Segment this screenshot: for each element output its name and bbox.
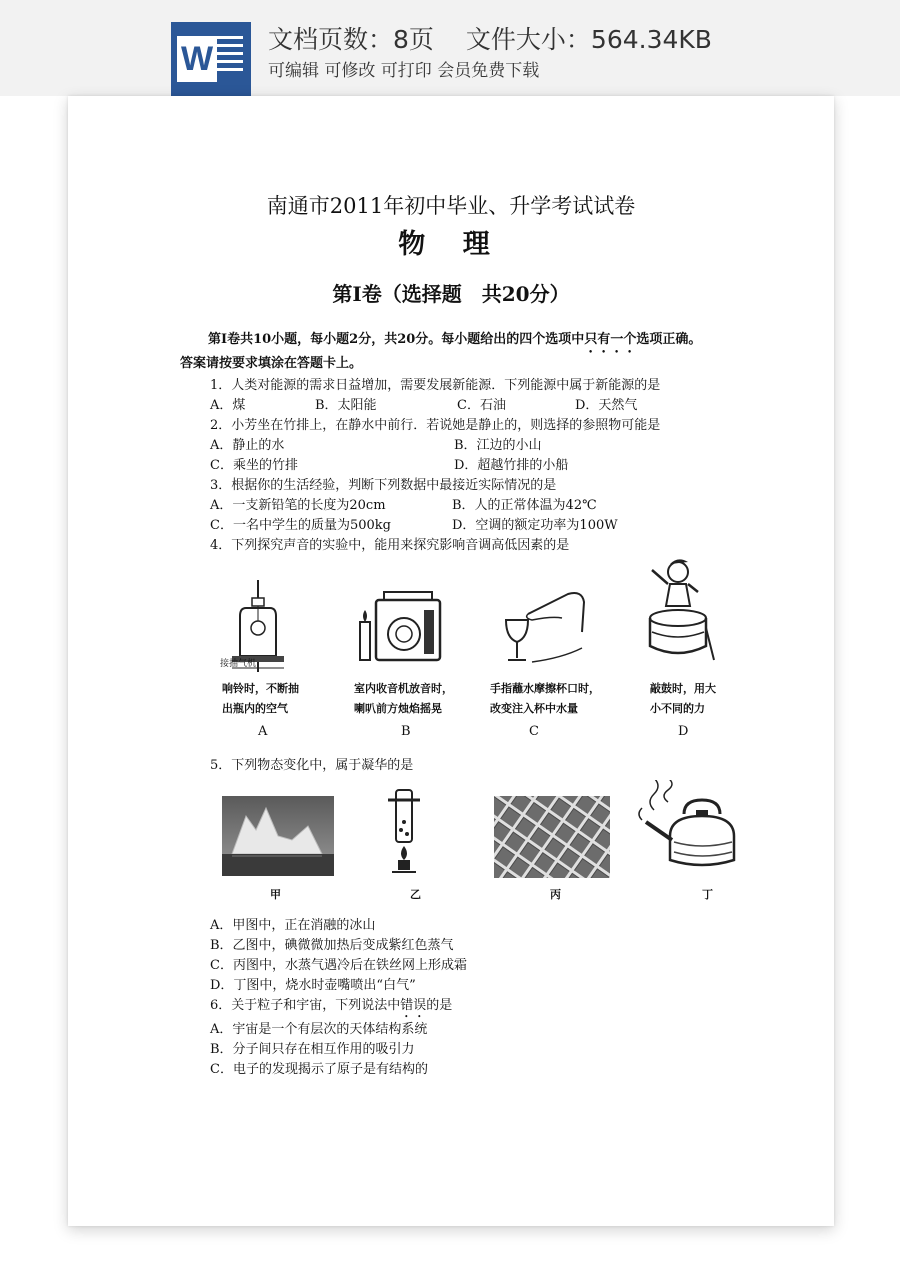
q1-option-c: C．石油 (457, 398, 506, 413)
document-page (68, 96, 834, 1226)
q4-label-d: D (678, 724, 689, 739)
file-features: 可编辑 可修改 可打印 会员免费下载 (268, 61, 540, 81)
q6-option-a: A．宇宙是一个有层次的天体结构系统 (210, 1022, 428, 1037)
q1-option-d: D．天然气 (575, 398, 638, 413)
q4-caption-a-2: 出瓶内的空气 (222, 702, 288, 715)
q5-label-bing: 丙 (550, 888, 561, 901)
q3-option-a: A．一支新铅笔的长度为20cm (210, 498, 386, 513)
pump-tag: 接抽气机 (220, 659, 257, 669)
file-meta (268, 20, 712, 56)
q4-label-c: C (529, 724, 539, 739)
q5-label-ding: 丁 (702, 888, 713, 901)
q3-option-d: D．空调的额定功率为100W (452, 518, 618, 533)
subject-title: 物 理 (398, 229, 504, 260)
word-icon-letter: W (177, 36, 217, 82)
q4-caption-c-1: 手指蘸水摩擦杯口时， (490, 682, 600, 695)
drummer-figure (642, 556, 722, 668)
q4-label-a: A (258, 724, 268, 739)
q5-label-jia: 甲 (270, 888, 281, 901)
q3-option-c: C．一名中学生的质量为500kg (210, 518, 391, 533)
iodine-tube-figure (374, 786, 434, 878)
q2-stem: 2．小芳坐在竹排上，在静水中前行．若说她是静止的，则选择的参照物可能是 (210, 418, 661, 433)
frost-mesh-photo (494, 796, 610, 878)
q5-option-c: C．丙图中，水蒸气遇冷后在铁丝网上形成霜 (210, 958, 467, 973)
q6-stem: 6．关于粒子和宇宙，下列说法中错误的是 (210, 998, 453, 1013)
exam-title: 南通市2011年初中毕业、升学考试试卷 (266, 194, 636, 218)
q2-option-a: A．静止的水 (210, 438, 285, 453)
q6-option-b: B．分子间只存在相互作用的吸引力 (210, 1042, 415, 1057)
q3-stem: 3．根据你的生活经验，判断下列数据中最接近实际情况的是 (210, 478, 557, 493)
file-size: 文件大小：564.34KB (465, 25, 712, 54)
q2-option-d: D．超越竹排的小船 (454, 458, 569, 473)
q1-stem: 1．人类对能源的需求日益增加，需要发展新能源．下列能源中属于新能源的是 (210, 378, 661, 393)
q4-stem: 4．下列探究声音的实验中，能用来探究影响音调高低因素的是 (210, 538, 570, 553)
word-icon (171, 22, 251, 96)
q5-label-yi: 乙 (410, 888, 421, 901)
q1-option-a: A．煤 (210, 398, 246, 413)
q5-stem: 5．下列物态变化中，属于凝华的是 (210, 758, 414, 773)
q3-option-b: B．人的正常体温为42℃ (452, 498, 597, 513)
header-banner (0, 0, 900, 96)
q4-caption-b-2: 喇叭前方烛焰摇晃 (354, 702, 442, 715)
page-count: 文档页数：8页 (268, 25, 434, 54)
q6-option-c: C．电子的发现揭示了原子是有结构的 (210, 1062, 428, 1077)
q1-option-b: B．太阳能 (315, 398, 377, 413)
section-title: 第Ⅰ卷（选择题 共20分） (332, 282, 570, 306)
instruction-line-1: 第Ⅰ卷共10小题，每小题2分，共20分。每小题给出的四个选项中只有一个选项正确。 (208, 332, 702, 347)
q4-caption-b-1: 室内收音机放音时， (354, 682, 453, 695)
q4-caption-d-1: 敲鼓时，用大 (650, 682, 716, 695)
q2-option-b: B．江边的小山 (454, 438, 542, 453)
q5-option-b: B．乙图中，碘微微加热后变成紫红色蒸气 (210, 938, 454, 953)
q5-option-a: A．甲图中，正在消融的冰山 (210, 918, 376, 933)
q4-caption-c-2: 改变注入杯中水量 (490, 702, 578, 715)
kettle-figure (634, 780, 746, 880)
q4-label-b: B (401, 724, 411, 739)
instruction-line-2: 答案请按要求填涂在答题卡上。 (180, 356, 363, 371)
q2-option-c: C．乘坐的竹排 (210, 458, 298, 473)
q5-option-d: D．丁图中，烧水时壶嘴喷出“白气” (210, 978, 416, 993)
radio-candle-figure (354, 588, 446, 670)
water-glass-figure (492, 584, 588, 670)
q4-caption-a-1: 响铃时，不断抽 (222, 682, 299, 695)
iceberg-photo (222, 796, 334, 876)
q4-caption-d-2: 小不同的力 (650, 702, 705, 715)
